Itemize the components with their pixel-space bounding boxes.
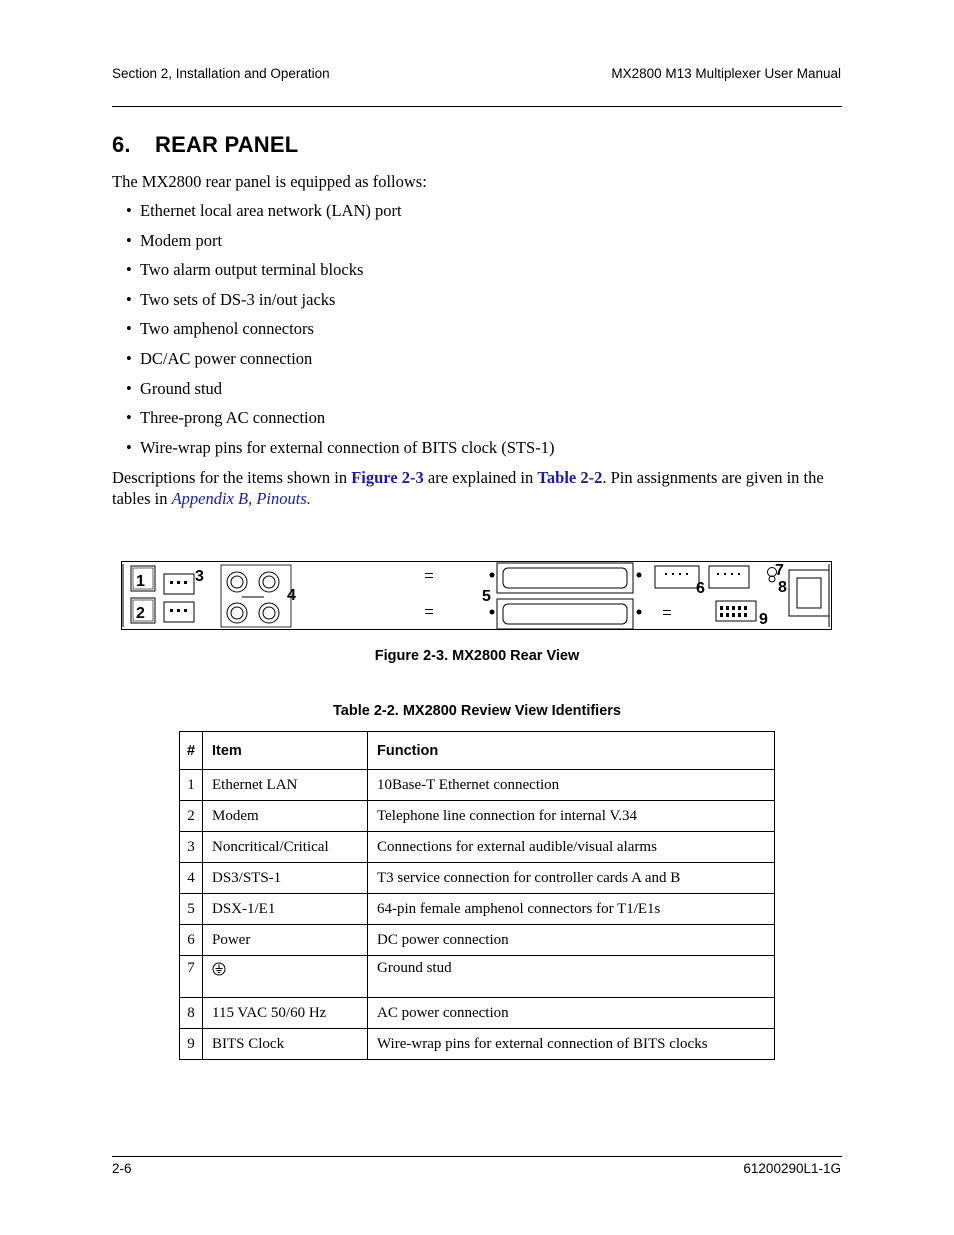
cell-item: DSX-1/E1 — [203, 894, 368, 925]
cell-function: Wire-wrap pins for external connection of BITS clocks — [368, 1029, 775, 1060]
cell-item: 115 VAC 50/60 Hz — [203, 998, 368, 1029]
list-item: • Wire-wrap pins for external connection of BITS clock (STS-1) — [126, 437, 555, 457]
col-header-number: # — [180, 732, 203, 770]
table-row — [180, 925, 775, 956]
table-row — [180, 1029, 775, 1060]
list-item: • Two sets of DS-3 in/out jacks — [126, 289, 336, 309]
header-rule — [112, 106, 842, 107]
cell-function: DC power connection — [368, 925, 775, 956]
table-row — [180, 832, 775, 863]
figure-caption: Figure 2-3. MX2800 Rear View — [374, 648, 580, 664]
table-caption: Table 2-2. MX2800 Review View Identifiers — [333, 703, 621, 719]
appendix-link[interactable]: Appendix B, Pinouts. — [171, 489, 311, 508]
section-heading — [112, 132, 298, 158]
footer-doc-number: 61200290L1-1G — [743, 1161, 841, 1176]
callout-2: 2 — [136, 605, 145, 622]
table-row — [180, 770, 775, 801]
cell-item: DS3/STS-1 — [203, 863, 368, 894]
table-row — [180, 801, 775, 832]
list-item: • Three-prong AC connection — [126, 408, 326, 428]
description-paragraph: Descriptions for the items shown in Figure 2-3 are explained in Table 2-2. Pin assignments are given in the tables in Appendix B, Pinouts. — [112, 468, 824, 508]
table-row — [180, 863, 775, 894]
rear-panel-figure — [120, 560, 834, 632]
footer-rule — [112, 1156, 842, 1157]
section-title: REAR PANEL — [155, 132, 299, 157]
header-section-title: Section 2, Installation and Operation — [112, 66, 330, 81]
callout-5: 5 — [482, 588, 491, 605]
cell-number: 3 — [180, 832, 203, 863]
cell-function: T3 service connection for controller cards A and B — [368, 863, 775, 894]
cell-function: Connections for external audible/visual alarms — [368, 832, 775, 863]
section-number: 6. — [112, 132, 131, 157]
callout-7: 7 — [775, 562, 784, 579]
cell-number: 1 — [180, 770, 203, 801]
feature-list — [126, 200, 554, 466]
callout-3: 3 — [195, 568, 204, 585]
rear-panel-drawing — [120, 560, 834, 632]
cell-item: Noncritical/Critical — [203, 832, 368, 863]
callout-6: 6 — [696, 580, 705, 597]
cell-item — [203, 956, 368, 998]
list-item: • Two amphenol connectors — [126, 319, 314, 339]
cell-number: 5 — [180, 894, 203, 925]
cell-number: 8 — [180, 998, 203, 1029]
cell-item: BITS Clock — [203, 1029, 368, 1060]
table-row — [180, 998, 775, 1029]
col-header-function: Function — [368, 732, 775, 770]
cell-function: Ground stud — [368, 956, 775, 998]
list-item: • DC/AC power connection — [126, 348, 313, 368]
list-item: • Two alarm output terminal blocks — [126, 260, 364, 280]
header-manual-title: MX2800 M13 Multiplexer User Manual — [611, 66, 841, 81]
callout-9: 9 — [759, 611, 768, 628]
ground-stud-icon — [212, 962, 226, 976]
cell-number: 2 — [180, 801, 203, 832]
cell-function: 10Base-T Ethernet connection — [368, 770, 775, 801]
footer-page-number: 2-6 — [112, 1161, 132, 1176]
figure-link[interactable]: Figure 2-3 — [351, 468, 424, 487]
table-header-row — [180, 732, 775, 770]
callout-8: 8 — [778, 579, 787, 596]
cell-item: Modem — [203, 801, 368, 832]
cell-number: 4 — [180, 863, 203, 894]
cell-item: Power — [203, 925, 368, 956]
table-link[interactable]: Table 2-2 — [537, 468, 603, 487]
list-item: • Ethernet local area network (LAN) port — [126, 201, 402, 220]
identifiers-table — [179, 731, 775, 1060]
cell-function: 64-pin female amphenol connectors for T1/E1s — [368, 894, 775, 925]
cell-item: Ethernet LAN — [203, 770, 368, 801]
callout-4: 4 — [287, 587, 296, 604]
cell-number: 7 — [180, 956, 203, 998]
cell-function: AC power connection — [368, 998, 775, 1029]
table-row — [180, 956, 775, 998]
callout-1: 1 — [136, 573, 145, 590]
table-row — [180, 894, 775, 925]
cell-function: Telephone line connection for internal V.34 — [368, 801, 775, 832]
intro-text: The MX2800 rear panel is equipped as follows: — [112, 172, 427, 191]
list-item: • Ground stud — [126, 378, 223, 398]
cell-number: 9 — [180, 1029, 203, 1060]
col-header-item: Item — [203, 732, 368, 770]
list-item: • Modem port — [126, 230, 223, 250]
cell-number: 6 — [180, 925, 203, 956]
